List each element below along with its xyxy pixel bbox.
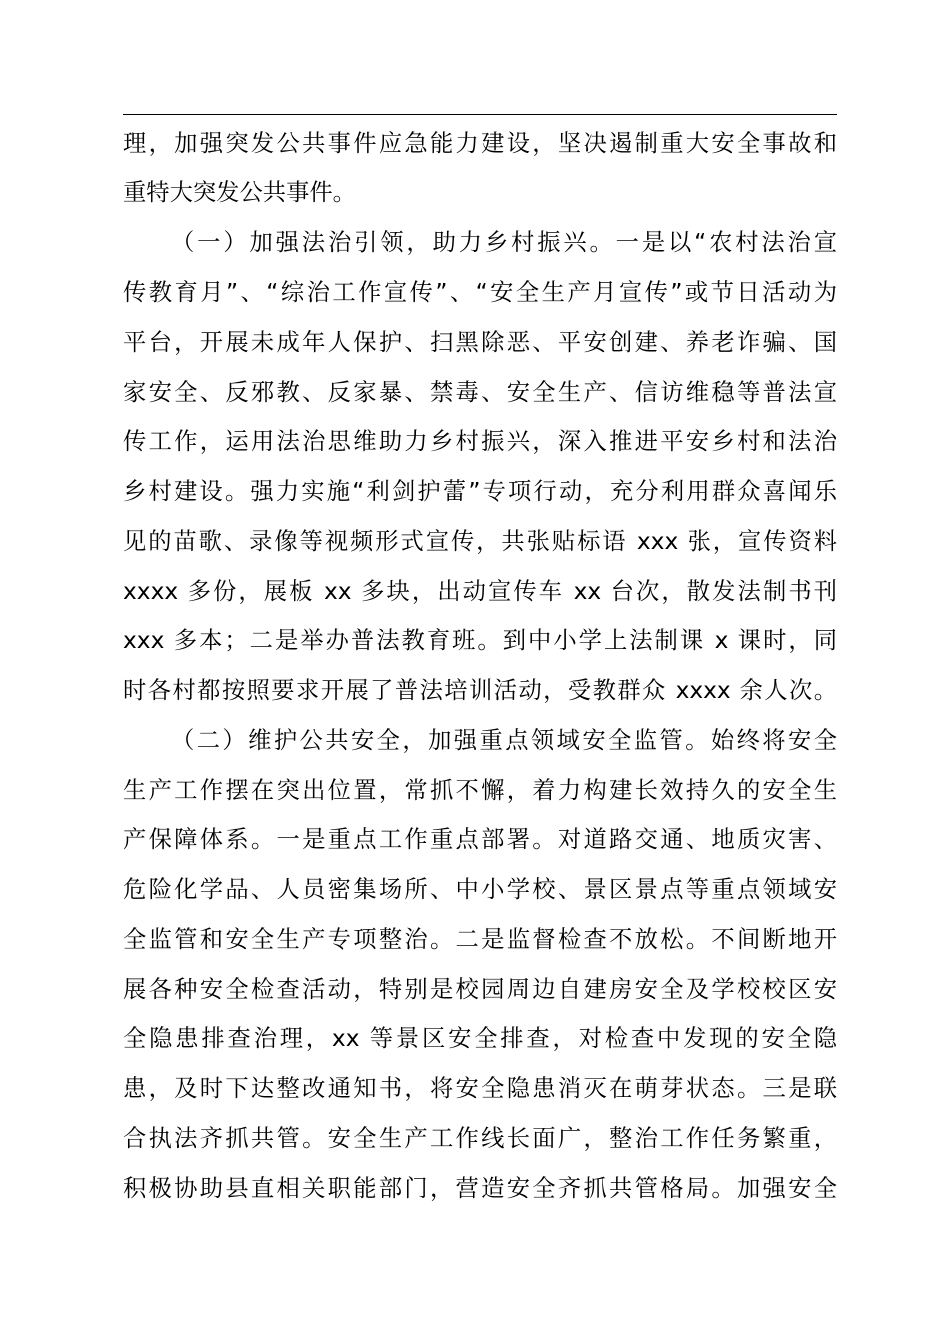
text-line: xxx 多本；二是举办普法教育班。到中小学上法制课 x 课时，同 <box>123 627 837 654</box>
text-line: 见的苗歌、录像等视频形式宣传，共张贴标语 xxx 张，宣传资料 <box>123 528 837 555</box>
text-line: 时各村都按照要求开展了普法培训活动，受教群众 xxxx 余人次。 <box>123 677 837 704</box>
text-line: 合执法齐抓共管。安全生产工作线长面广，整治工作任务繁重， <box>123 1125 837 1152</box>
text-line: 重特大突发公共事件。 <box>123 179 356 206</box>
text-line: 产保障体系。一是重点工作重点部署。对道路交通、地质灾害、 <box>123 826 837 853</box>
text-line: 传教育月”、“综治工作宣传”、“安全生产月宣传”或节日活动为 <box>123 279 837 306</box>
text-line: 全监管和安全生产专项整治。二是监督检查不放松。不间断地开 <box>123 926 837 953</box>
text-line: 传工作，运用法治思维助力乡村振兴，深入推进平安乡村和法治 <box>123 428 837 455</box>
text-line: 危险化学品、人员密集场所、中小学校、景区景点等重点领域安 <box>123 876 837 903</box>
text-line: 积极协助县直相关职能部门，营造安全齐抓共管格局。加强安全 <box>123 1175 837 1202</box>
text-line: 全隐患排查治理，xx 等景区安全排查，对检查中发现的安全隐 <box>123 1025 837 1052</box>
text-line: 乡村建设。强力实施“利剑护蕾”专项行动，充分利用群众喜闻乐 <box>123 478 837 505</box>
text-line: 生产工作摆在突出位置，常抓不懈，着力构建长效持久的安全生 <box>123 777 837 804</box>
text-line: 平台，开展未成年人保护、扫黑除恶、平安创建、养老诈骗、国 <box>123 329 837 356</box>
paragraph-heading-line: （一）加强法治引领，助力乡村振兴。一是以“农村法治宣 <box>171 229 837 256</box>
header-rule <box>123 114 837 115</box>
text-line: 理，加强突发公共事件应急能力建设，坚决遏制重大安全事故和 <box>123 130 837 157</box>
text-line: 患，及时下达整改通知书，将安全隐患消灭在萌芽状态。三是联 <box>123 1075 837 1102</box>
text-line: 家安全、反邪教、反家暴、禁毒、安全生产、信访维稳等普法宣 <box>123 379 837 406</box>
paragraph-heading-line: （二）维护公共安全，加强重点领域安全监管。始终将安全 <box>171 727 837 754</box>
text-line: xxxx 多份，展板 xx 多块，出动宣传车 xx 台次，散发法制书刊 <box>123 578 837 605</box>
text-line: 展各种安全检查活动，特别是校园周边自建房安全及学校校区安 <box>123 976 837 1003</box>
